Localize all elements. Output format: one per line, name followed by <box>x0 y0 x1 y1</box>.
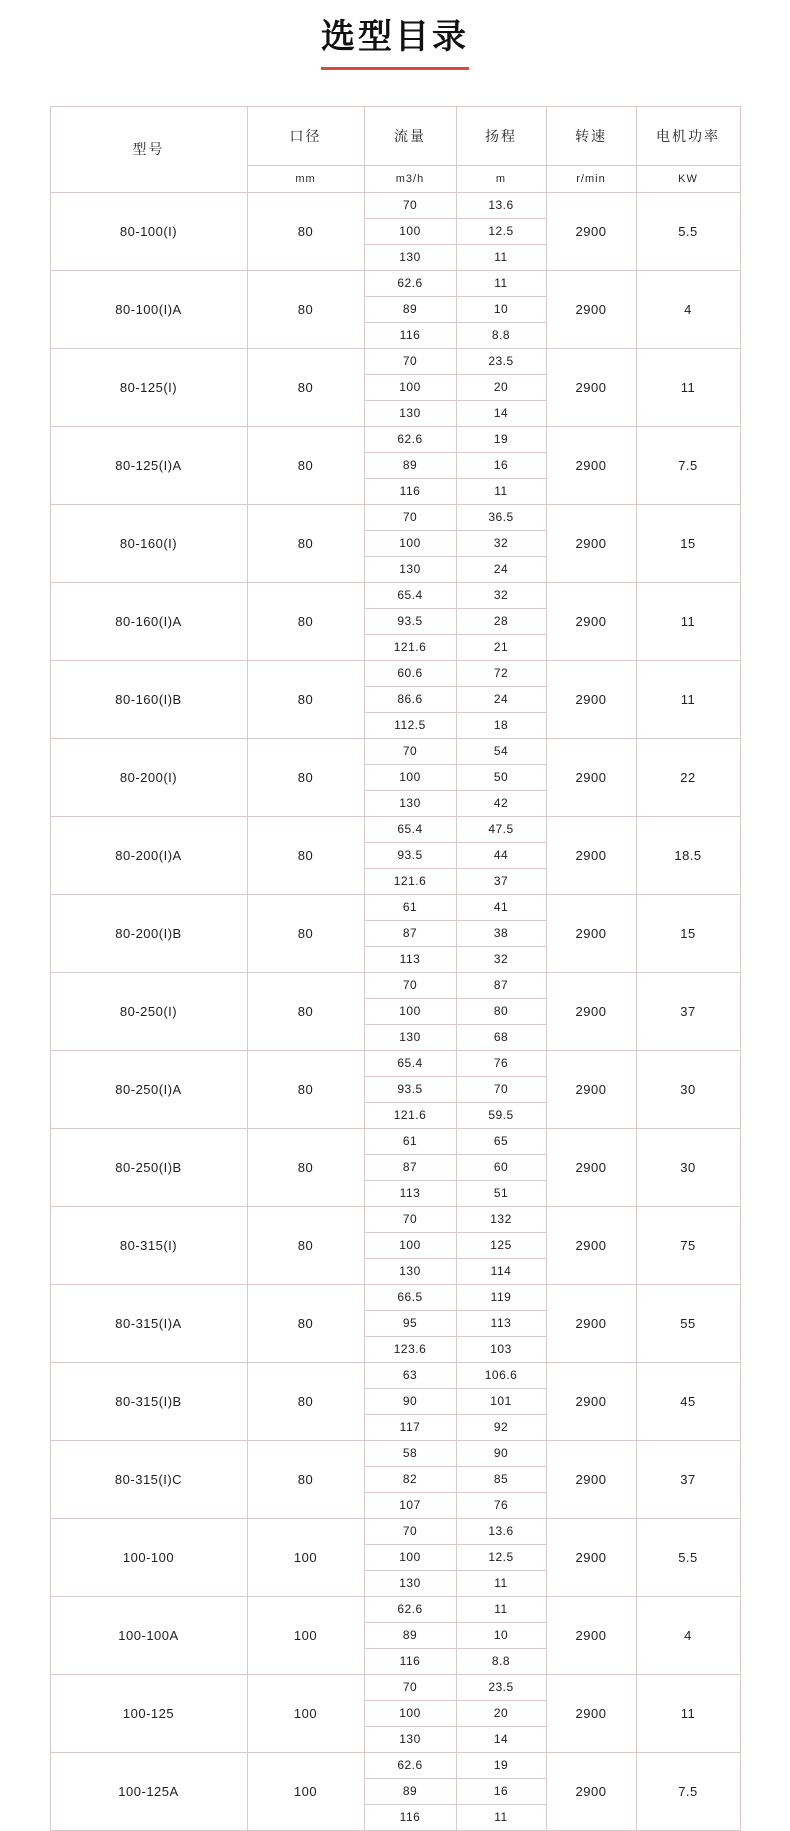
cell-head: 16 <box>456 1778 546 1804</box>
cell-head: 51 <box>456 1180 546 1206</box>
table-row <box>50 1284 740 1310</box>
cell-flow: 121.6 <box>364 634 456 660</box>
table-row <box>50 348 740 374</box>
cell-bore: 80 <box>247 1440 364 1518</box>
cell-model: 80-100(I)A <box>50 270 247 348</box>
cell-flow: 116 <box>364 1648 456 1674</box>
cell-bore: 80 <box>247 816 364 894</box>
cell-bore: 80 <box>247 504 364 582</box>
table-row <box>50 504 740 530</box>
cell-flow: 100 <box>364 374 456 400</box>
selection-catalog-table <box>50 106 741 1831</box>
cell-head: 23.5 <box>456 1674 546 1700</box>
cell-bore: 80 <box>247 192 364 270</box>
cell-head: 12.5 <box>456 218 546 244</box>
cell-flow: 130 <box>364 1258 456 1284</box>
cell-flow: 61 <box>364 1128 456 1154</box>
cell-head: 19 <box>456 426 546 452</box>
cell-speed: 2900 <box>546 1128 636 1206</box>
cell-power: 30 <box>636 1050 740 1128</box>
cell-head: 10 <box>456 1622 546 1648</box>
cell-model: 80-250(I)A <box>50 1050 247 1128</box>
cell-model: 80-200(I)B <box>50 894 247 972</box>
cell-head: 8.8 <box>456 1648 546 1674</box>
cell-flow: 66.5 <box>364 1284 456 1310</box>
cell-head: 59.5 <box>456 1102 546 1128</box>
cell-flow: 65.4 <box>364 582 456 608</box>
cell-speed: 2900 <box>546 348 636 426</box>
cell-flow: 93.5 <box>364 1076 456 1102</box>
cell-speed: 2900 <box>546 972 636 1050</box>
table-row <box>50 972 740 998</box>
cell-head: 32 <box>456 946 546 972</box>
cell-flow: 130 <box>364 556 456 582</box>
cell-speed: 2900 <box>546 1284 636 1362</box>
cell-speed: 2900 <box>546 504 636 582</box>
cell-head: 54 <box>456 738 546 764</box>
cell-head: 44 <box>456 842 546 868</box>
cell-power: 5.5 <box>636 192 740 270</box>
cell-bore: 80 <box>247 1206 364 1284</box>
cell-power: 30 <box>636 1128 740 1206</box>
table-row <box>50 1362 740 1388</box>
cell-bore: 100 <box>247 1518 364 1596</box>
cell-flow: 65.4 <box>364 1050 456 1076</box>
cell-flow: 117 <box>364 1414 456 1440</box>
cell-bore: 80 <box>247 972 364 1050</box>
cell-flow: 70 <box>364 504 456 530</box>
cell-head: 36.5 <box>456 504 546 530</box>
cell-model: 80-200(I)A <box>50 816 247 894</box>
cell-flow: 113 <box>364 946 456 972</box>
cell-flow: 70 <box>364 192 456 218</box>
cell-flow: 63 <box>364 1362 456 1388</box>
cell-flow: 87 <box>364 920 456 946</box>
cell-bore: 100 <box>247 1674 364 1752</box>
cell-flow: 130 <box>364 244 456 270</box>
cell-power: 7.5 <box>636 426 740 504</box>
table-row <box>50 1050 740 1076</box>
cell-head: 87 <box>456 972 546 998</box>
cell-bore: 80 <box>247 1284 364 1362</box>
cell-head: 12.5 <box>456 1544 546 1570</box>
table-row <box>50 192 740 218</box>
cell-model: 80-125(I)A <box>50 426 247 504</box>
cell-flow: 130 <box>364 1570 456 1596</box>
column-unit-power: KW <box>636 165 740 192</box>
cell-model: 80-100(I) <box>50 192 247 270</box>
column-header-model: 型号 <box>50 106 247 192</box>
cell-head: 8.8 <box>456 322 546 348</box>
table-row <box>50 660 740 686</box>
cell-bore: 80 <box>247 738 364 816</box>
cell-power: 7.5 <box>636 1752 740 1830</box>
cell-flow: 65.4 <box>364 816 456 842</box>
cell-bore: 80 <box>247 660 364 738</box>
table-row <box>50 1596 740 1622</box>
cell-head: 32 <box>456 582 546 608</box>
cell-flow: 70 <box>364 1674 456 1700</box>
cell-flow: 100 <box>364 1700 456 1726</box>
table-row <box>50 1674 740 1700</box>
cell-bore: 80 <box>247 348 364 426</box>
cell-power: 15 <box>636 504 740 582</box>
cell-flow: 116 <box>364 1804 456 1830</box>
cell-flow: 100 <box>364 764 456 790</box>
column-header-flow: 流量 <box>364 106 456 165</box>
cell-head: 132 <box>456 1206 546 1232</box>
table-header-row-labels <box>50 106 740 165</box>
cell-head: 16 <box>456 452 546 478</box>
cell-head: 37 <box>456 868 546 894</box>
table-row <box>50 894 740 920</box>
cell-model: 80-160(I)A <box>50 582 247 660</box>
cell-head: 14 <box>456 1726 546 1752</box>
cell-flow: 89 <box>364 1622 456 1648</box>
cell-speed: 2900 <box>546 660 636 738</box>
cell-flow: 107 <box>364 1492 456 1518</box>
cell-flow: 112.5 <box>364 712 456 738</box>
cell-flow: 86.6 <box>364 686 456 712</box>
cell-power: 4 <box>636 1596 740 1674</box>
cell-model: 80-160(I)B <box>50 660 247 738</box>
cell-flow: 130 <box>364 790 456 816</box>
cell-model: 80-125(I) <box>50 348 247 426</box>
cell-flow: 89 <box>364 296 456 322</box>
cell-speed: 2900 <box>546 192 636 270</box>
cell-model: 80-315(I)A <box>50 1284 247 1362</box>
table-row <box>50 738 740 764</box>
cell-head: 23.5 <box>456 348 546 374</box>
cell-model: 80-315(I) <box>50 1206 247 1284</box>
cell-head: 114 <box>456 1258 546 1284</box>
cell-power: 37 <box>636 972 740 1050</box>
cell-speed: 2900 <box>546 1518 636 1596</box>
cell-model: 80-200(I) <box>50 738 247 816</box>
cell-speed: 2900 <box>546 1206 636 1284</box>
cell-head: 68 <box>456 1024 546 1050</box>
cell-flow: 62.6 <box>364 270 456 296</box>
cell-power: 37 <box>636 1440 740 1518</box>
cell-head: 72 <box>456 660 546 686</box>
cell-model: 80-250(I)B <box>50 1128 247 1206</box>
cell-power: 4 <box>636 270 740 348</box>
cell-flow: 70 <box>364 348 456 374</box>
cell-flow: 93.5 <box>364 608 456 634</box>
cell-flow: 62.6 <box>364 426 456 452</box>
cell-head: 47.5 <box>456 816 546 842</box>
cell-head: 103 <box>456 1336 546 1362</box>
cell-head: 20 <box>456 374 546 400</box>
title-underline <box>321 67 469 70</box>
cell-power: 15 <box>636 894 740 972</box>
cell-flow: 123.6 <box>364 1336 456 1362</box>
table-row <box>50 1518 740 1544</box>
cell-head: 42 <box>456 790 546 816</box>
cell-flow: 130 <box>364 1024 456 1050</box>
cell-power: 11 <box>636 1674 740 1752</box>
cell-flow: 70 <box>364 738 456 764</box>
cell-model: 100-125 <box>50 1674 247 1752</box>
cell-head: 24 <box>456 556 546 582</box>
cell-speed: 2900 <box>546 816 636 894</box>
cell-flow: 100 <box>364 530 456 556</box>
cell-power: 11 <box>636 348 740 426</box>
cell-flow: 89 <box>364 1778 456 1804</box>
cell-flow: 82 <box>364 1466 456 1492</box>
cell-bore: 80 <box>247 1362 364 1440</box>
cell-head: 11 <box>456 244 546 270</box>
cell-flow: 100 <box>364 998 456 1024</box>
table-row <box>50 426 740 452</box>
cell-head: 106.6 <box>456 1362 546 1388</box>
cell-bore: 80 <box>247 426 364 504</box>
cell-flow: 100 <box>364 1232 456 1258</box>
cell-head: 18 <box>456 712 546 738</box>
column-unit-speed: r/min <box>546 165 636 192</box>
column-header-head: 扬程 <box>456 106 546 165</box>
cell-head: 13.6 <box>456 192 546 218</box>
table-body <box>50 192 740 1830</box>
table-row <box>50 1440 740 1466</box>
cell-speed: 2900 <box>546 1752 636 1830</box>
cell-flow: 95 <box>364 1310 456 1336</box>
cell-head: 11 <box>456 1570 546 1596</box>
table-row <box>50 1752 740 1778</box>
cell-head: 125 <box>456 1232 546 1258</box>
table-header <box>50 106 740 192</box>
cell-power: 75 <box>636 1206 740 1284</box>
page-title: 选型目录 <box>321 18 469 56</box>
cell-head: 38 <box>456 920 546 946</box>
cell-head: 101 <box>456 1388 546 1414</box>
column-header-power: 电机功率 <box>636 106 740 165</box>
cell-head: 41 <box>456 894 546 920</box>
cell-speed: 2900 <box>546 894 636 972</box>
cell-bore: 100 <box>247 1752 364 1830</box>
cell-flow: 70 <box>364 972 456 998</box>
cell-head: 70 <box>456 1076 546 1102</box>
cell-head: 11 <box>456 270 546 296</box>
cell-flow: 121.6 <box>364 1102 456 1128</box>
cell-bore: 80 <box>247 1050 364 1128</box>
cell-head: 19 <box>456 1752 546 1778</box>
cell-head: 76 <box>456 1492 546 1518</box>
cell-speed: 2900 <box>546 270 636 348</box>
cell-flow: 62.6 <box>364 1596 456 1622</box>
cell-power: 45 <box>636 1362 740 1440</box>
cell-head: 11 <box>456 1804 546 1830</box>
cell-head: 20 <box>456 1700 546 1726</box>
cell-head: 76 <box>456 1050 546 1076</box>
cell-head: 60 <box>456 1154 546 1180</box>
cell-power: 18.5 <box>636 816 740 894</box>
cell-bore: 100 <box>247 1596 364 1674</box>
table-row <box>50 582 740 608</box>
cell-head: 90 <box>456 1440 546 1466</box>
cell-flow: 58 <box>364 1440 456 1466</box>
cell-head: 10 <box>456 296 546 322</box>
cell-flow: 121.6 <box>364 868 456 894</box>
cell-flow: 89 <box>364 452 456 478</box>
cell-power: 11 <box>636 582 740 660</box>
cell-flow: 60.6 <box>364 660 456 686</box>
cell-head: 11 <box>456 1596 546 1622</box>
cell-speed: 2900 <box>546 1050 636 1128</box>
cell-flow: 70 <box>364 1206 456 1232</box>
column-unit-head: m <box>456 165 546 192</box>
cell-flow: 87 <box>364 1154 456 1180</box>
column-unit-bore: mm <box>247 165 364 192</box>
cell-flow: 61 <box>364 894 456 920</box>
cell-head: 113 <box>456 1310 546 1336</box>
column-header-bore: 口径 <box>247 106 364 165</box>
cell-flow: 62.6 <box>364 1752 456 1778</box>
cell-flow: 130 <box>364 400 456 426</box>
cell-model: 80-160(I) <box>50 504 247 582</box>
cell-head: 28 <box>456 608 546 634</box>
cell-head: 85 <box>456 1466 546 1492</box>
cell-head: 92 <box>456 1414 546 1440</box>
column-unit-flow: m3/h <box>364 165 456 192</box>
cell-power: 5.5 <box>636 1518 740 1596</box>
column-header-speed: 转速 <box>546 106 636 165</box>
cell-flow: 93.5 <box>364 842 456 868</box>
cell-speed: 2900 <box>546 426 636 504</box>
cell-head: 50 <box>456 764 546 790</box>
cell-power: 11 <box>636 660 740 738</box>
cell-head: 11 <box>456 478 546 504</box>
table-row <box>50 270 740 296</box>
cell-bore: 80 <box>247 270 364 348</box>
cell-model: 80-315(I)B <box>50 1362 247 1440</box>
cell-bore: 80 <box>247 582 364 660</box>
cell-bore: 80 <box>247 894 364 972</box>
cell-power: 55 <box>636 1284 740 1362</box>
table-row <box>50 1206 740 1232</box>
cell-flow: 130 <box>364 1726 456 1752</box>
cell-head: 80 <box>456 998 546 1024</box>
cell-head: 14 <box>456 400 546 426</box>
cell-head: 13.6 <box>456 1518 546 1544</box>
cell-flow: 100 <box>364 1544 456 1570</box>
table-row <box>50 1128 740 1154</box>
cell-model: 100-100A <box>50 1596 247 1674</box>
cell-head: 65 <box>456 1128 546 1154</box>
cell-flow: 100 <box>364 218 456 244</box>
cell-flow: 70 <box>364 1518 456 1544</box>
cell-speed: 2900 <box>546 738 636 816</box>
cell-head: 119 <box>456 1284 546 1310</box>
cell-model: 100-125A <box>50 1752 247 1830</box>
cell-power: 22 <box>636 738 740 816</box>
cell-model: 80-250(I) <box>50 972 247 1050</box>
cell-head: 32 <box>456 530 546 556</box>
cell-speed: 2900 <box>546 582 636 660</box>
table-row <box>50 816 740 842</box>
cell-speed: 2900 <box>546 1440 636 1518</box>
cell-speed: 2900 <box>546 1362 636 1440</box>
cell-speed: 2900 <box>546 1596 636 1674</box>
cell-bore: 80 <box>247 1128 364 1206</box>
cell-flow: 113 <box>364 1180 456 1206</box>
page-title-block <box>0 0 790 70</box>
cell-speed: 2900 <box>546 1674 636 1752</box>
cell-head: 24 <box>456 686 546 712</box>
cell-head: 21 <box>456 634 546 660</box>
cell-model: 100-100 <box>50 1518 247 1596</box>
cell-flow: 116 <box>364 322 456 348</box>
cell-flow: 90 <box>364 1388 456 1414</box>
cell-flow: 116 <box>364 478 456 504</box>
cell-model: 80-315(I)C <box>50 1440 247 1518</box>
